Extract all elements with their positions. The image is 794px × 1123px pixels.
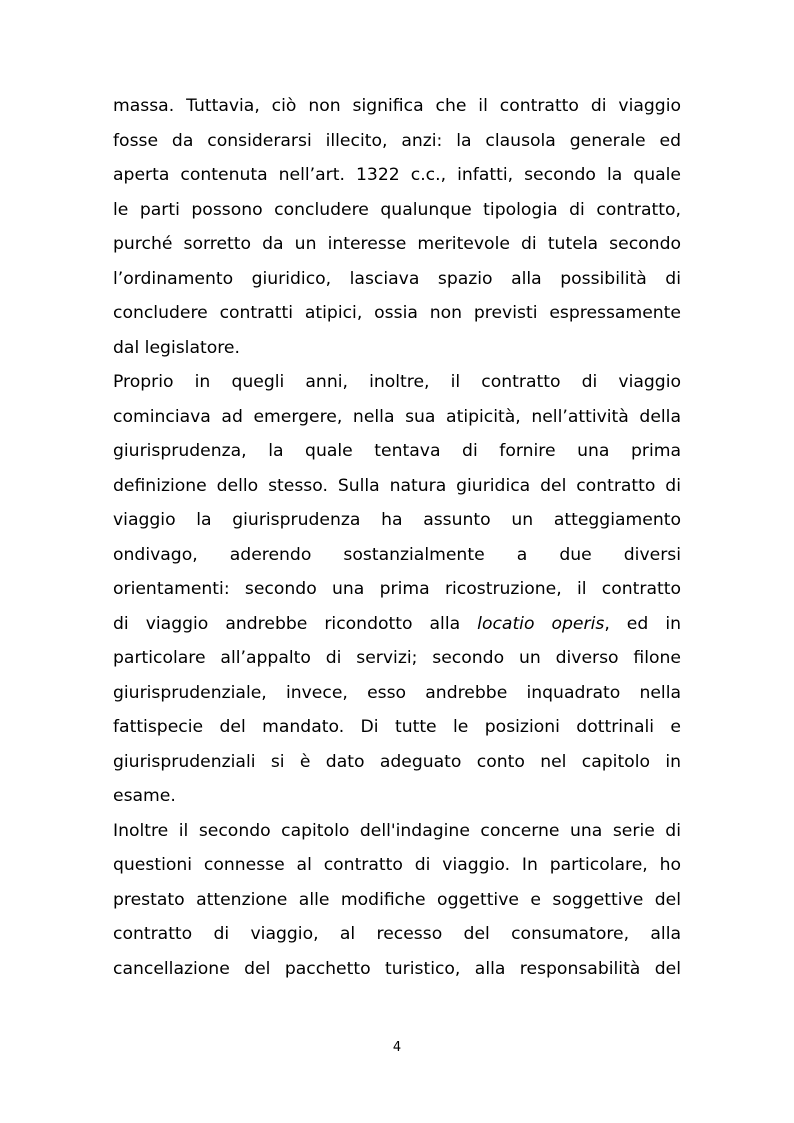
text-line — [113, 124, 681, 159]
text-segment: purché sorretto da un interesse meritevole di tutela secondo — [113, 234, 681, 254]
text-line — [113, 331, 681, 366]
text-segment: orientamenti: secondo una prima ricostruzione, il contratto — [113, 579, 681, 599]
page-body — [113, 89, 681, 986]
paragraph — [113, 814, 681, 987]
text-line — [113, 262, 681, 297]
text-segment: giurisprudenziali si è dato adeguato conto nel capitolo in — [113, 751, 681, 772]
text-line — [113, 538, 681, 573]
text-line — [113, 158, 681, 193]
text-line — [113, 883, 681, 918]
text-segment: concludere contratti atipici, ossia non previsti espressamente — [113, 303, 681, 323]
text-segment: cancellazione del pacchetto turistico, alla responsabilità del — [113, 958, 681, 979]
text-line — [113, 641, 681, 676]
text-segment: esame. — [113, 786, 176, 806]
text-line — [113, 434, 681, 469]
italic-term: locatio operis — [477, 613, 605, 634]
page-number: 4 — [392, 1040, 402, 1055]
text-segment: Proprio in quegli anni, inoltre, il contratto di viaggio — [113, 372, 681, 392]
text-segment: giurisprudenziale, invece, esso andrebbe inquadrato nella — [113, 682, 681, 703]
text-line — [113, 952, 681, 987]
text-line — [113, 400, 681, 435]
text-line — [113, 745, 681, 780]
text-segment: ondivago, aderendo sostanzialmente a due diversi — [113, 544, 681, 565]
text-segment: prestato attenzione alle modifiche oggettive e soggettive del — [113, 889, 681, 910]
text-line — [113, 227, 681, 262]
paragraph — [113, 365, 681, 814]
text-segment: l’ordinamento giuridico, lasciava spazio alla possibilità di — [113, 268, 681, 289]
text-segment: le parti possono concludere qualunque tipologia di contratto, — [113, 199, 681, 220]
text-line — [113, 676, 681, 711]
text-segment: particolare all’appalto di servizi; secondo un diverso filone — [113, 648, 681, 668]
text-segment: definizione dello stesso. Sulla natura giuridica del contratto di — [113, 475, 681, 496]
text-line — [113, 607, 681, 642]
text-segment: cominciava ad emergere, nella sua atipicità, nell’attività della — [113, 406, 681, 427]
paragraph — [113, 89, 681, 365]
text-line — [113, 469, 681, 504]
text-line — [113, 779, 681, 814]
text-line — [113, 572, 681, 607]
text-line — [113, 710, 681, 745]
text-segment: Inoltre il secondo capitolo dell'indagine concerne una serie di — [113, 820, 681, 841]
text-line — [113, 503, 681, 538]
text-segment: dal legislatore. — [113, 337, 240, 358]
text-segment: massa. Tuttavia, ciò non significa che il contratto di viaggio — [113, 96, 681, 116]
text-segment: di viaggio andrebbe ricondotto alla — [113, 613, 478, 634]
text-line — [113, 296, 681, 331]
text-segment: contratto di viaggio, al recesso del consumatore, alla — [113, 924, 681, 944]
text-segment: fattispecie del mandato. Di tutte le posizioni dottrinali e — [113, 717, 681, 737]
text-segment: , ed in — [604, 613, 681, 634]
text-line — [113, 193, 681, 228]
text-segment: questioni connesse al contratto di viaggio. In particolare, ho — [113, 855, 681, 875]
text-segment: fosse da considerarsi illecito, anzi: la clausola generale ed — [113, 130, 681, 151]
text-segment: giurisprudenza, la quale tentava di fornire una prima — [113, 441, 681, 461]
text-line — [113, 365, 681, 400]
text-segment: aperta contenuta nell’art. 1322 c.c., infatti, secondo la quale — [113, 165, 681, 185]
text-line — [113, 89, 681, 124]
text-line — [113, 814, 681, 849]
text-segment: viaggio la giurisprudenza ha assunto un atteggiamento — [113, 510, 681, 530]
text-line — [113, 917, 681, 952]
text-line — [113, 848, 681, 883]
